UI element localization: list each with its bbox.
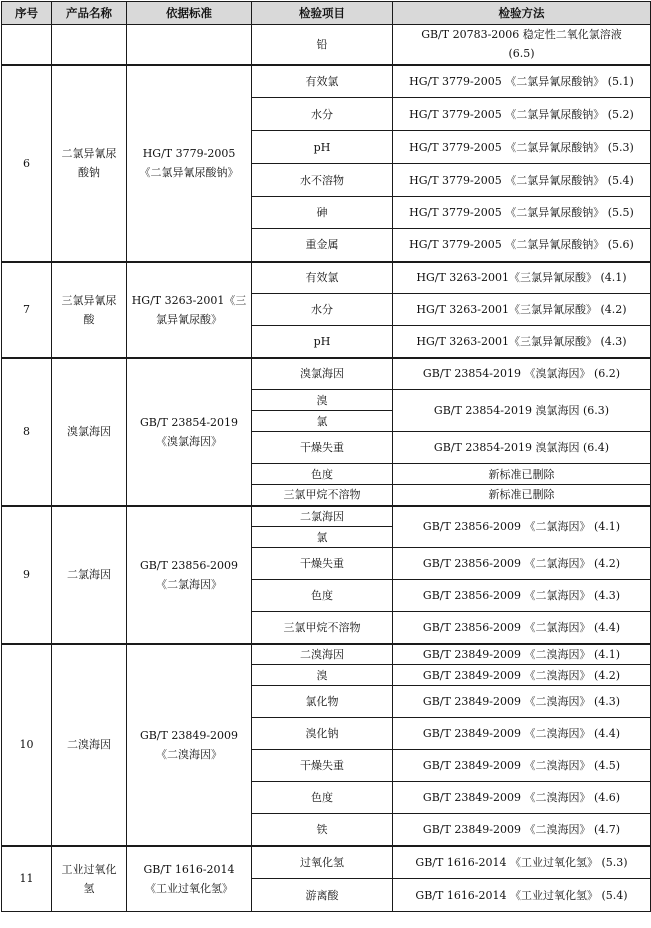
test-item-cell: 溴 bbox=[252, 665, 393, 686]
test-method-cell: 新标准已删除 bbox=[393, 485, 651, 506]
test-item-cell: 铅 bbox=[252, 25, 393, 65]
header-seq: 序号 bbox=[2, 2, 52, 25]
test-method-cell: GB/T 23849-2009 《二溴海因》 (4.4) bbox=[393, 718, 651, 750]
product-name-cell: 溴氯海因 bbox=[52, 358, 127, 506]
table-row bbox=[2, 25, 651, 65]
table-row bbox=[2, 506, 651, 527]
test-method-cell: HG/T 3779-2005 《二氯异氰尿酸钠》 (5.3) bbox=[393, 131, 651, 164]
product-name-cell: 三氯异氰尿 酸 bbox=[52, 262, 127, 358]
test-method-cell: HG/T 3779-2005 《二氯异氰尿酸钠》 (5.1) bbox=[393, 65, 651, 98]
test-method-cell: GB/T 23849-2009 《二溴海因》 (4.3) bbox=[393, 686, 651, 718]
test-item-cell: 过氧化氢 bbox=[252, 846, 393, 879]
seq-cell: 8 bbox=[2, 358, 52, 506]
product-name-cell: 二氯海因 bbox=[52, 506, 127, 644]
test-item-cell: 二氯海因 bbox=[252, 506, 393, 527]
test-item-cell: 水分 bbox=[252, 294, 393, 326]
test-method-cell: GB/T 23849-2009 《二溴海因》 (4.2) bbox=[393, 665, 651, 686]
standard-cell bbox=[127, 25, 252, 65]
test-method-cell: GB/T 1616-2014 《工业过氧化氢》 (5.3) bbox=[393, 846, 651, 879]
standard-cell: GB/T 23849-2009 《二溴海因》 bbox=[127, 644, 252, 846]
test-item-cell: 三氯甲烷不溶物 bbox=[252, 612, 393, 644]
test-item-cell: 有效氯 bbox=[252, 262, 393, 294]
product-name-cell: 二溴海因 bbox=[52, 644, 127, 846]
test-method-cell: GB/T 23854-2019 溴氯海因 (6.4) bbox=[393, 432, 651, 464]
test-item-cell: 干燥失重 bbox=[252, 548, 393, 580]
test-method-cell: GB/T 23856-2009 《二氯海因》 (4.2) bbox=[393, 548, 651, 580]
test-item-cell: 色度 bbox=[252, 464, 393, 485]
test-item-cell: 溴氯海因 bbox=[252, 358, 393, 390]
inspection-standards-table bbox=[1, 1, 651, 912]
test-method-cell: GB/T 23854-2019 《溴氯海因》 (6.2) bbox=[393, 358, 651, 390]
product-name-cell bbox=[52, 25, 127, 65]
test-item-cell: 二溴海因 bbox=[252, 644, 393, 665]
test-method-cell: GB/T 1616-2014 《工业过氧化氢》 (5.4) bbox=[393, 879, 651, 912]
test-method-cell: GB/T 23849-2009 《二溴海因》 (4.1) bbox=[393, 644, 651, 665]
seq-cell: 11 bbox=[2, 846, 52, 912]
test-item-cell: 溴化钠 bbox=[252, 718, 393, 750]
table-row bbox=[2, 262, 651, 294]
seq-cell: 7 bbox=[2, 262, 52, 358]
standard-cell: HG/T 3263-2001《三 氯异氰尿酸》 bbox=[127, 262, 252, 358]
test-item-cell: 重金属 bbox=[252, 229, 393, 262]
standard-cell: GB/T 23854-2019 《溴氯海因》 bbox=[127, 358, 252, 506]
test-method-cell: HG/T 3779-2005 《二氯异氰尿酸钠》 (5.2) bbox=[393, 98, 651, 131]
header-product-name: 产品名称 bbox=[52, 2, 127, 25]
test-item-cell: 游离酸 bbox=[252, 879, 393, 912]
test-method-cell: GB/T 23856-2009 《二氯海因》 (4.4) bbox=[393, 612, 651, 644]
test-item-cell: 铁 bbox=[252, 814, 393, 846]
seq-cell: 9 bbox=[2, 506, 52, 644]
header-test-method: 检验方法 bbox=[393, 2, 651, 25]
test-item-cell: 有效氯 bbox=[252, 65, 393, 98]
seq-cell: 10 bbox=[2, 644, 52, 846]
test-item-cell: pH bbox=[252, 326, 393, 358]
test-item-cell: 水分 bbox=[252, 98, 393, 131]
test-item-cell: 氯化物 bbox=[252, 686, 393, 718]
test-method-cell: HG/T 3263-2001《三氯异氰尿酸》 (4.1) bbox=[393, 262, 651, 294]
header-standard: 依据标准 bbox=[127, 2, 252, 25]
test-item-cell: 三氯甲烷不溶物 bbox=[252, 485, 393, 506]
test-method-cell: HG/T 3263-2001《三氯异氰尿酸》 (4.3) bbox=[393, 326, 651, 358]
test-method-cell: 新标准已删除 bbox=[393, 464, 651, 485]
test-method-cell: HG/T 3779-2005 《二氯异氰尿酸钠》 (5.4) bbox=[393, 164, 651, 197]
header-test-item: 检验项目 bbox=[252, 2, 393, 25]
test-item-cell: 色度 bbox=[252, 580, 393, 612]
test-item-cell: 氯 bbox=[252, 411, 393, 432]
test-item-cell: 色度 bbox=[252, 782, 393, 814]
test-method-cell: GB/T 23849-2009 《二溴海因》 (4.6) bbox=[393, 782, 651, 814]
table-row bbox=[2, 65, 651, 98]
test-method-cell: GB/T 23849-2009 《二溴海因》 (4.7) bbox=[393, 814, 651, 846]
test-method-cell: HG/T 3779-2005 《二氯异氰尿酸钠》 (5.6) bbox=[393, 229, 651, 262]
product-name-cell: 二氯异氰尿 酸钠 bbox=[52, 65, 127, 262]
product-name-cell: 工业过氧化 氢 bbox=[52, 846, 127, 912]
standard-cell: GB/T 1616-2014 《工业过氧化氢》 bbox=[127, 846, 252, 912]
seq-cell bbox=[2, 25, 52, 65]
table-row bbox=[2, 846, 651, 879]
standard-cell: HG/T 3779-2005 《二氯异氰尿酸钠》 bbox=[127, 65, 252, 262]
test-method-cell: GB/T 20783-2006 稳定性二氧化氯溶液 (6.5) bbox=[393, 25, 651, 65]
test-method-cell: GB/T 23856-2009 《二氯海因》 (4.3) bbox=[393, 580, 651, 612]
test-method-cell: HG/T 3263-2001《三氯异氰尿酸》 (4.2) bbox=[393, 294, 651, 326]
test-item-cell: 干燥失重 bbox=[252, 750, 393, 782]
test-item-cell: 氯 bbox=[252, 527, 393, 548]
table-row bbox=[2, 644, 651, 665]
test-method-cell: GB/T 23856-2009 《二氯海因》 (4.1) bbox=[393, 506, 651, 548]
standard-cell: GB/T 23856-2009 《二氯海因》 bbox=[127, 506, 252, 644]
table-header-row bbox=[2, 2, 651, 25]
test-item-cell: 砷 bbox=[252, 197, 393, 229]
test-method-cell: HG/T 3779-2005 《二氯异氰尿酸钠》 (5.5) bbox=[393, 197, 651, 229]
test-item-cell: 溴 bbox=[252, 390, 393, 411]
test-method-cell: GB/T 23849-2009 《二溴海因》 (4.5) bbox=[393, 750, 651, 782]
table-row bbox=[2, 358, 651, 390]
test-item-cell: 水不溶物 bbox=[252, 164, 393, 197]
seq-cell: 6 bbox=[2, 65, 52, 262]
test-item-cell: 干燥失重 bbox=[252, 432, 393, 464]
test-method-cell: GB/T 23854-2019 溴氯海因 (6.3) bbox=[393, 390, 651, 432]
test-item-cell: pH bbox=[252, 131, 393, 164]
